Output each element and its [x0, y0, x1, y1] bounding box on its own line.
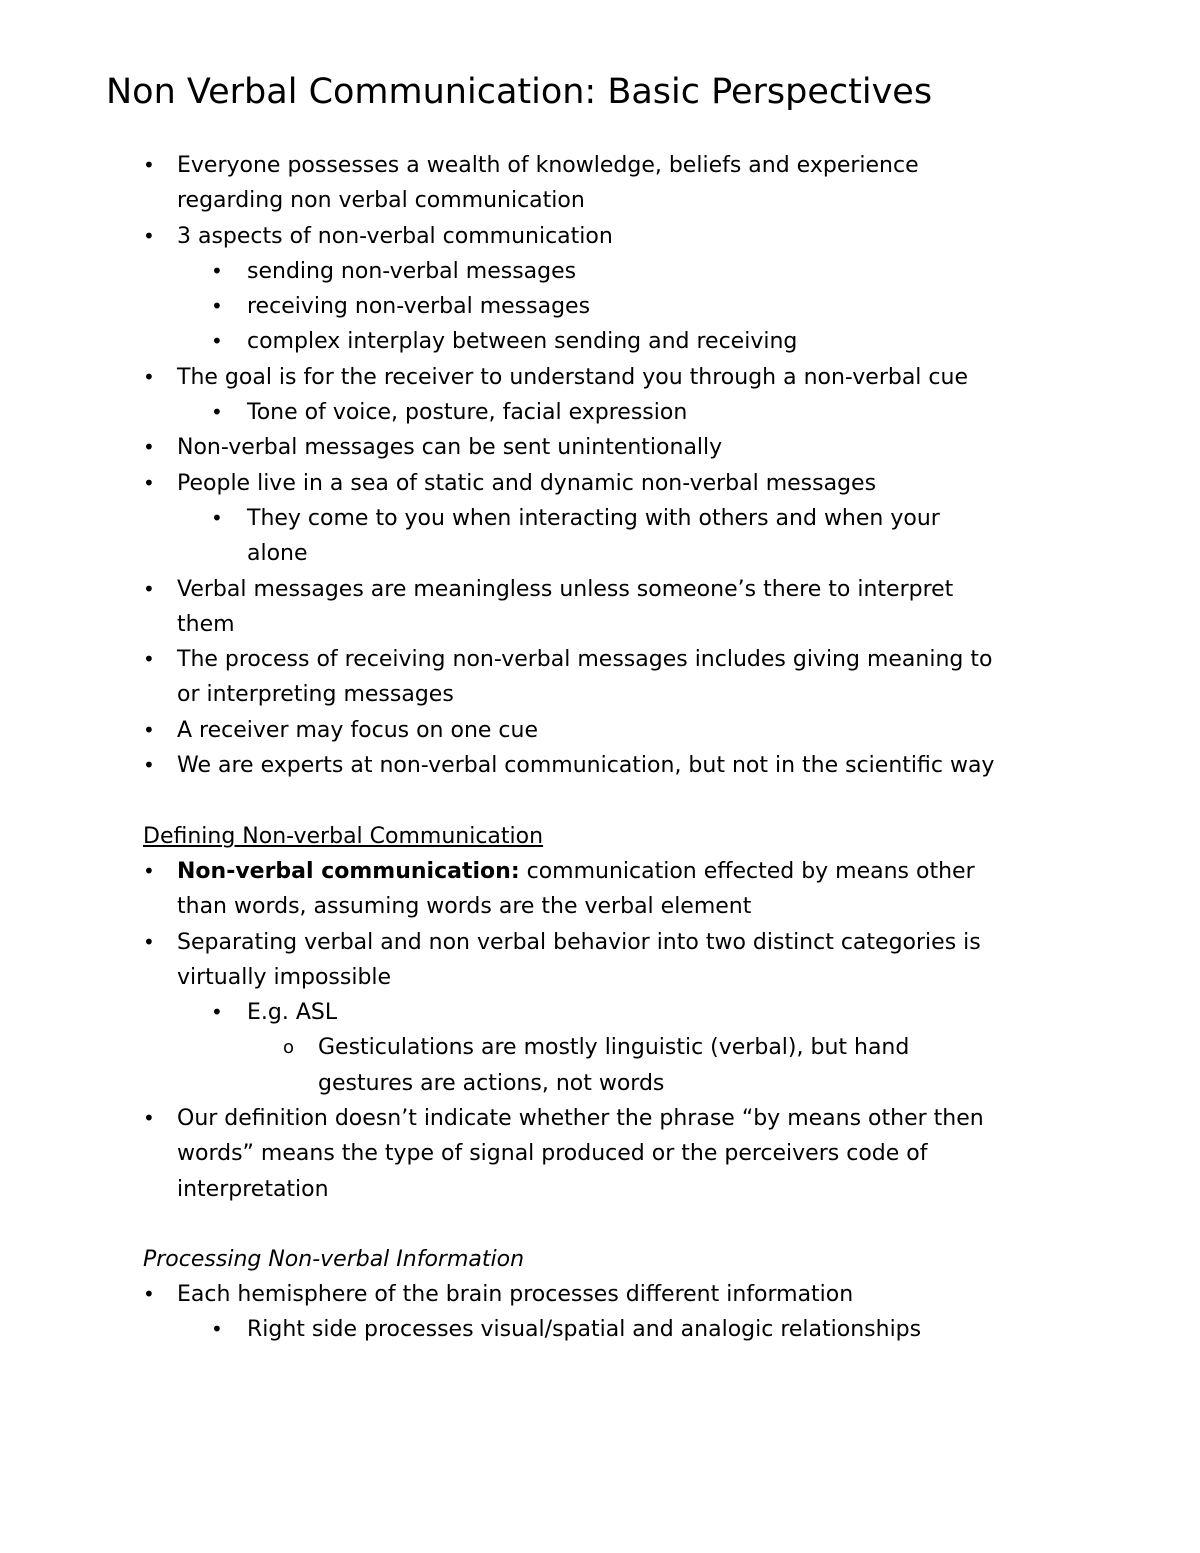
bullet-icon: •	[211, 1000, 223, 1025]
bullet-icon: •	[143, 1282, 155, 1306]
bullet-icon: •	[211, 505, 223, 530]
list-item-continuation	[0, 183, 1200, 218]
list-item	[0, 854, 1200, 889]
list-item-text: Gesticulations are mostly linguistic (verbal), but hand	[318, 1035, 910, 1061]
list-item-text: interpretation	[177, 1176, 329, 1202]
sub-list-item	[0, 501, 1200, 536]
bullet-list-basic-perspectives	[0, 148, 1200, 783]
sub-list-item-continuation	[0, 536, 1200, 571]
sub-sub-list-item-continuation	[0, 1066, 1200, 1101]
list-item	[0, 430, 1200, 465]
bullet-icon: •	[143, 859, 155, 883]
sub-list-item	[0, 1312, 1200, 1347]
bullet-icon: •	[143, 929, 155, 954]
list-item-text: People live in a sea of static and dynamic non-verbal messages	[177, 470, 877, 496]
definition-term: Non-verbal communication:	[177, 859, 520, 884]
bullet-icon: •	[143, 364, 155, 389]
list-item	[0, 572, 1200, 607]
list-item-continuation	[0, 1136, 1200, 1171]
list-item-text: Verbal messages are meaningless unless someone’s there to interpret	[177, 576, 954, 602]
bullet-icon: •	[143, 223, 155, 248]
list-item-text: complex interplay between sending and receiving	[247, 329, 798, 355]
sub-list-item	[0, 395, 1200, 430]
list-item-text: Separating verbal and non verbal behavior into two distinct categories is	[177, 929, 981, 955]
bullet-icon: •	[211, 329, 223, 354]
list-item	[0, 360, 1200, 395]
bullet-list-processing	[0, 1277, 1200, 1348]
list-item-continuation	[0, 1172, 1200, 1207]
list-item-text: words” means the type of signal produced or the perceivers code of	[177, 1141, 928, 1167]
list-item-text: Right side processes visual/spatial and analogic relationships	[247, 1317, 922, 1343]
sub-list-item	[0, 995, 1200, 1030]
list-item-text: Everyone possesses a wealth of knowledge, beliefs and experience	[177, 153, 919, 178]
bullet-icon: •	[211, 1317, 223, 1342]
list-item	[0, 148, 1200, 183]
list-item-text	[177, 854, 975, 889]
definition-text: communication effected by means other	[519, 859, 975, 884]
bullet-icon: •	[143, 717, 155, 742]
bullet-icon: •	[211, 294, 223, 319]
list-item-text: gestures are actions, not words	[318, 1070, 665, 1096]
list-item-text: or interpreting messages	[177, 682, 454, 708]
section-heading-defining: Defining Non-verbal Communication	[143, 824, 544, 849]
list-item-continuation	[0, 677, 1200, 712]
bullet-icon: •	[211, 258, 223, 283]
list-item-text: receiving non-verbal messages	[247, 294, 591, 320]
list-item	[0, 925, 1200, 960]
circle-bullet-icon: o	[283, 1037, 295, 1059]
list-item-text: Tone of voice, posture, facial expression	[247, 400, 688, 426]
list-item	[0, 466, 1200, 501]
list-item-text: 3 aspects of non-verbal communication	[177, 223, 613, 249]
list-item-text: than words, assuming words are the verbal element	[177, 894, 752, 920]
list-item-text: them	[177, 611, 235, 637]
list-item-text: sending non-verbal messages	[247, 258, 577, 284]
list-item-continuation	[0, 607, 1200, 642]
list-item-text: Non-verbal messages can be sent unintentionally	[177, 435, 723, 461]
list-item-text: regarding non verbal communication	[177, 188, 585, 214]
bullet-icon: •	[143, 647, 155, 672]
bullet-icon: •	[143, 1106, 155, 1131]
bullet-list-defining	[0, 854, 1200, 1207]
list-item-text: The goal is for the receiver to understand you through a non-verbal cue	[177, 364, 968, 390]
bullet-icon: •	[143, 470, 155, 495]
list-item-continuation	[0, 960, 1200, 995]
list-item	[0, 713, 1200, 748]
bullet-icon: •	[143, 576, 155, 601]
sub-list-item	[0, 254, 1200, 289]
list-item-text: E.g. ASL	[247, 1000, 338, 1026]
list-item-text: They come to you when interacting with others and when your	[247, 505, 940, 531]
bullet-icon: •	[211, 400, 223, 425]
list-item	[0, 642, 1200, 677]
list-item	[0, 1101, 1200, 1136]
list-item	[0, 219, 1200, 254]
section-heading-processing: Processing Non-verbal Information	[143, 1247, 525, 1272]
list-item-continuation	[0, 889, 1200, 924]
list-item	[0, 748, 1200, 783]
sub-list-item	[0, 289, 1200, 324]
bullet-icon: •	[143, 153, 155, 177]
list-item-text: Our definition doesn’t indicate whether the phrase “by means other then	[177, 1106, 984, 1132]
list-item-text: alone	[247, 541, 308, 567]
bullet-icon: •	[143, 753, 155, 778]
sub-sub-list-item	[0, 1030, 1200, 1065]
page-title: Non Verbal Communication: Basic Perspectives	[106, 72, 933, 112]
list-item-text: The process of receiving non-verbal messages includes giving meaning to	[177, 647, 993, 673]
list-item-text: A receiver may focus on one cue	[177, 717, 539, 743]
list-item-text: We are experts at non-verbal communication, but not in the scientific way	[177, 753, 995, 779]
list-item-text: Each hemisphere of the brain processes different information	[177, 1282, 854, 1307]
bullet-icon: •	[143, 435, 155, 460]
sub-list-item	[0, 324, 1200, 359]
list-item-text: virtually impossible	[177, 964, 392, 990]
list-item	[0, 1277, 1200, 1312]
